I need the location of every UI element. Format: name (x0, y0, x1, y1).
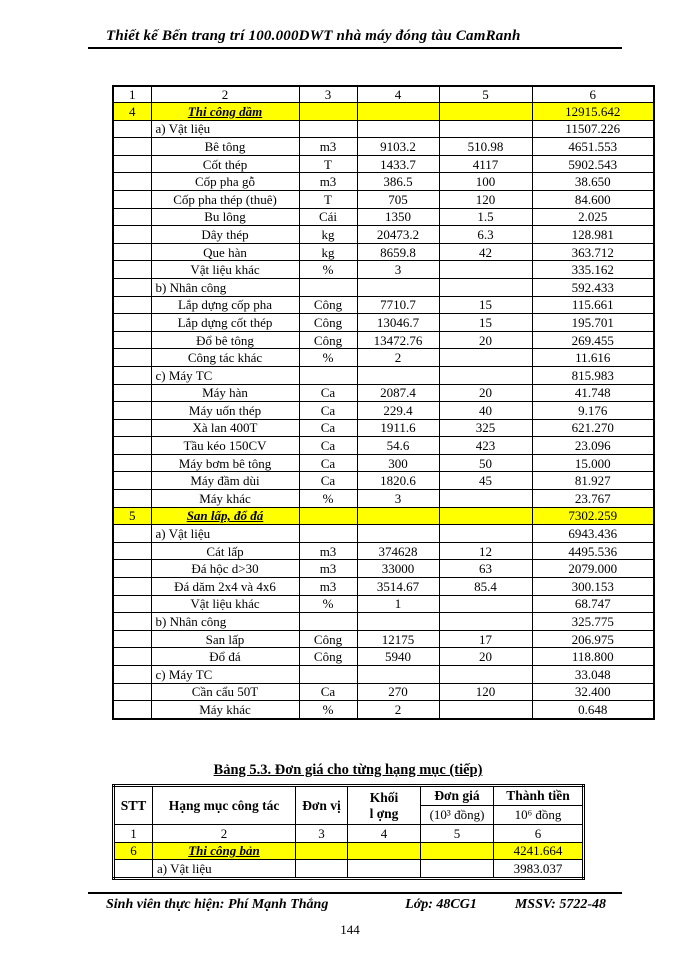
table-row (113, 366, 654, 384)
unit-price-table-header (114, 786, 584, 825)
cell-label: a) Vật liệu (151, 525, 299, 543)
cell-price: 120 (439, 190, 532, 208)
cell-total: 592.433 (532, 278, 654, 296)
cell-unit: Ca (299, 437, 357, 455)
column-number: 2 (151, 86, 299, 103)
cell-price: 42 (439, 243, 532, 261)
cell-price: 17 (439, 630, 532, 648)
col-header-total-unit: 10⁶ đồng (494, 806, 584, 825)
cell-total: 68.747 (532, 595, 654, 613)
cell-price: 40 (439, 402, 532, 420)
cell-unit: Công (299, 648, 357, 666)
cell-stt (113, 490, 151, 508)
cell-qty: 374628 (357, 542, 439, 560)
cell-label: Lắp dựng cốp pha (151, 296, 299, 314)
cell-total: 118.800 (532, 648, 654, 666)
cell-unit: Công (299, 331, 357, 349)
cell-price (439, 278, 532, 296)
cell-stt (113, 683, 151, 701)
cell-unit: Cái (299, 208, 357, 226)
cost-table-body (113, 86, 654, 719)
cell-qty: 12175 (357, 630, 439, 648)
cell-label: Đổ đá (151, 648, 299, 666)
col-header-price: Đơn giá (421, 786, 494, 806)
cell-unit: m3 (299, 560, 357, 578)
cell-total: 4241.664 (494, 842, 584, 860)
cell-qty: 270 (357, 683, 439, 701)
cell-qty (357, 613, 439, 631)
cell-label: Thi công dầm (151, 103, 299, 121)
table-row (113, 173, 654, 191)
cell-total: 195.701 (532, 314, 654, 332)
cell-label: Cốp pha gỗ (151, 173, 299, 191)
table-row (113, 384, 654, 402)
column-number: 3 (296, 825, 348, 843)
cell-unit: Công (299, 314, 357, 332)
cell-qty: 386.5 (357, 173, 439, 191)
table-row (113, 648, 654, 666)
table-row (113, 155, 654, 173)
cell-unit: % (299, 349, 357, 367)
cell-stt (113, 155, 151, 173)
cell-price: 20 (439, 384, 532, 402)
cell-price: 50 (439, 454, 532, 472)
column-number: 4 (357, 86, 439, 103)
cell-price (439, 701, 532, 719)
cell-stt (113, 243, 151, 261)
cell-total: 128.981 (532, 226, 654, 244)
cell-qty: 8659.8 (357, 243, 439, 261)
cell-qty: 3514.67 (357, 578, 439, 596)
cell-label: San lấp, đổ đá (151, 507, 299, 525)
table-row (113, 595, 654, 613)
cell-total: 325.775 (532, 613, 654, 631)
footer-mssv: MSSV: 5722-48 (514, 897, 606, 912)
table-row (113, 507, 654, 525)
cell-stt (113, 595, 151, 613)
cell-unit (299, 366, 357, 384)
cell-total: 9.176 (532, 402, 654, 420)
cell-unit: T (299, 155, 357, 173)
cell-label: Đá dăm 2x4 và 4x6 (151, 578, 299, 596)
col-header-stt: STT (114, 786, 153, 825)
cell-label: Máy hàn (151, 384, 299, 402)
cell-unit: T (299, 190, 357, 208)
cell-total: 81.927 (532, 472, 654, 490)
table-row (114, 842, 584, 860)
cell-total: 12915.642 (532, 103, 654, 121)
cell-price: 15 (439, 296, 532, 314)
cell-price: 1.5 (439, 208, 532, 226)
cell-label: Đá hộc d>30 (151, 560, 299, 578)
col-header-total: Thành tiền (494, 786, 584, 806)
cell-unit: m3 (299, 578, 357, 596)
table-row (113, 542, 654, 560)
cell-price (439, 490, 532, 508)
column-number: 5 (439, 86, 532, 103)
cell-stt (113, 437, 151, 455)
cell-qty: 5940 (357, 648, 439, 666)
cell-price (439, 120, 532, 138)
table-row (113, 525, 654, 543)
cell-price (439, 349, 532, 367)
table2-title: Bảng 5.3. Đơn giá cho từng hạng mục (tiếp) (213, 762, 483, 778)
cell-qty: 9103.2 (357, 138, 439, 156)
cell-qty: 13472.76 (357, 331, 439, 349)
cell-label: c) Máy TC (151, 366, 299, 384)
cell-total: 41.748 (532, 384, 654, 402)
cell-stt (113, 314, 151, 332)
cell-stt (113, 454, 151, 472)
cost-table-continuation (112, 85, 655, 720)
cell-total: 23.767 (532, 490, 654, 508)
footer-student: Sinh viên thực hiện: Phí Mạnh Thắng (106, 897, 329, 912)
cell-stt: 5 (113, 507, 151, 525)
qty-header-line2: l ợng (369, 805, 399, 821)
cell-unit: Ca (299, 683, 357, 701)
table-row (113, 226, 654, 244)
cell-stt (113, 278, 151, 296)
cell-unit: kg (299, 243, 357, 261)
cell-label: Cần cẩu 50T (151, 683, 299, 701)
cell-stt (114, 860, 153, 879)
table-row (113, 701, 654, 719)
column-number: 6 (494, 825, 584, 843)
cell-total: 300.153 (532, 578, 654, 596)
cell-stt (113, 173, 151, 191)
cell-total: 38.650 (532, 173, 654, 191)
cell-unit: Công (299, 296, 357, 314)
cell-label: San lấp (151, 630, 299, 648)
cell-price (439, 666, 532, 684)
unit-price-table (112, 784, 585, 880)
cell-label: Máy khác (151, 701, 299, 719)
cell-stt (113, 666, 151, 684)
table-row (113, 683, 654, 701)
cell-qty: 1350 (357, 208, 439, 226)
cell-unit (299, 525, 357, 543)
cell-stt (113, 331, 151, 349)
column-number: 3 (299, 86, 357, 103)
cell-stt (113, 120, 151, 138)
table-row (113, 331, 654, 349)
cell-total: 3983.037 (494, 860, 584, 879)
cell-total: 335.162 (532, 261, 654, 279)
cell-total: 6943.436 (532, 525, 654, 543)
cell-unit: m3 (299, 173, 357, 191)
cell-stt (113, 190, 151, 208)
cell-stt (113, 472, 151, 490)
column-number: 4 (348, 825, 421, 843)
cell-stt (113, 613, 151, 631)
cell-price (421, 860, 494, 879)
table-row (113, 296, 654, 314)
cell-qty: 1911.6 (357, 419, 439, 437)
cell-qty: 229.4 (357, 402, 439, 420)
table-row (113, 472, 654, 490)
cell-price: 423 (439, 437, 532, 455)
cell-qty: 33000 (357, 560, 439, 578)
cell-qty: 7710.7 (357, 296, 439, 314)
cell-total: 15.000 (532, 454, 654, 472)
cell-label: Máy khác (151, 490, 299, 508)
cell-label: Dây thép (151, 226, 299, 244)
cell-qty (357, 120, 439, 138)
cell-total: 2079.000 (532, 560, 654, 578)
cell-label: Cốp pha thép (thuê) (151, 190, 299, 208)
doc-footer (88, 892, 622, 913)
cell-stt (113, 560, 151, 578)
cell-price (439, 261, 532, 279)
table-row (113, 560, 654, 578)
table-row (113, 402, 654, 420)
cell-qty: 3 (357, 490, 439, 508)
table-row (113, 349, 654, 367)
unit-price-table-body (114, 825, 584, 879)
cell-price: 325 (439, 419, 532, 437)
cell-qty: 1433.7 (357, 155, 439, 173)
cell-stt: 6 (114, 842, 153, 860)
cell-label: Máy bơm bê tông (151, 454, 299, 472)
column-number: 2 (153, 825, 296, 843)
cell-label: Máy uốn thép (151, 402, 299, 420)
cell-price: 4117 (439, 155, 532, 173)
cell-stt (113, 648, 151, 666)
cell-label: a) Vật liệu (153, 860, 296, 879)
cell-total: 621.270 (532, 419, 654, 437)
cell-label: Lắp dựng cốt thép (151, 314, 299, 332)
cell-price (439, 525, 532, 543)
cell-price: 45 (439, 472, 532, 490)
table-row (113, 630, 654, 648)
cell-total: 2.025 (532, 208, 654, 226)
cell-qty (357, 507, 439, 525)
cell-unit: % (299, 261, 357, 279)
table-row (113, 243, 654, 261)
cell-total: 4651.553 (532, 138, 654, 156)
cell-unit (299, 507, 357, 525)
cell-label: Công tác khác (151, 349, 299, 367)
cell-qty (357, 525, 439, 543)
cell-qty: 1 (357, 595, 439, 613)
cell-unit (299, 120, 357, 138)
column-numbers-row (113, 86, 654, 103)
cell-stt (113, 208, 151, 226)
cell-label: Cát lấp (151, 542, 299, 560)
cell-qty: 13046.7 (357, 314, 439, 332)
cell-qty (357, 103, 439, 121)
page-number: 144 (340, 922, 360, 937)
cell-unit (299, 278, 357, 296)
cell-label: Thi công bản (153, 842, 296, 860)
cell-unit (296, 860, 348, 879)
cell-label: Xà lan 400T (151, 419, 299, 437)
cell-label: Cốt thép (151, 155, 299, 173)
cell-price: 12 (439, 542, 532, 560)
cell-total: 206.975 (532, 630, 654, 648)
table-row (113, 120, 654, 138)
cell-price: 63 (439, 560, 532, 578)
cell-unit: Ca (299, 454, 357, 472)
cell-unit: m3 (299, 138, 357, 156)
cell-total: 11507.226 (532, 120, 654, 138)
table-row (113, 261, 654, 279)
cell-label: c) Máy TC (151, 666, 299, 684)
cell-label: Máy đầm dùi (151, 472, 299, 490)
cell-total: 0.648 (532, 701, 654, 719)
cell-total: 269.455 (532, 331, 654, 349)
cell-stt (113, 701, 151, 719)
cell-unit: Công (299, 630, 357, 648)
table-row (113, 578, 654, 596)
cell-qty: 3 (357, 261, 439, 279)
cell-label: Bê tông (151, 138, 299, 156)
cell-stt (113, 296, 151, 314)
column-number: 1 (114, 825, 153, 843)
cell-unit: Ca (299, 402, 357, 420)
cell-unit (299, 666, 357, 684)
table-row (113, 278, 654, 296)
cell-qty (357, 666, 439, 684)
cell-total: 363.712 (532, 243, 654, 261)
cell-label: b) Nhân công (151, 278, 299, 296)
table-row (114, 860, 584, 879)
header-row-1 (114, 786, 584, 806)
cell-price (439, 366, 532, 384)
cell-label: Tầu kéo 150CV (151, 437, 299, 455)
doc-header (88, 28, 622, 49)
cell-unit: Ca (299, 384, 357, 402)
cell-stt (113, 402, 151, 420)
cell-unit: % (299, 490, 357, 508)
cell-unit: Ca (299, 472, 357, 490)
cell-label: Đổ bê tông (151, 331, 299, 349)
cell-stt (113, 261, 151, 279)
cell-total: 115.661 (532, 296, 654, 314)
cell-unit: kg (299, 226, 357, 244)
cell-price: 510.98 (439, 138, 532, 156)
cell-total: 11.616 (532, 349, 654, 367)
cell-price (421, 842, 494, 860)
cell-qty (357, 366, 439, 384)
cell-stt (113, 630, 151, 648)
table-row (113, 138, 654, 156)
cell-price: 100 (439, 173, 532, 191)
cell-label: Vật liệu khác (151, 261, 299, 279)
cell-qty (348, 860, 421, 879)
cell-price (439, 613, 532, 631)
cell-qty (357, 278, 439, 296)
cell-total: 5902.543 (532, 155, 654, 173)
cell-qty: 705 (357, 190, 439, 208)
cell-unit: % (299, 701, 357, 719)
table-row (113, 103, 654, 121)
cell-total: 7302.259 (532, 507, 654, 525)
cell-total: 4495.536 (532, 542, 654, 560)
cell-qty: 2 (357, 349, 439, 367)
cell-stt (113, 542, 151, 560)
cell-stt (113, 419, 151, 437)
table-row (113, 314, 654, 332)
cell-price (439, 507, 532, 525)
cell-label: Vật liệu khác (151, 595, 299, 613)
column-number: 6 (532, 86, 654, 103)
table-row (113, 419, 654, 437)
cell-stt (113, 349, 151, 367)
column-number: 1 (113, 86, 151, 103)
col-header-price-unit: (10³ đồng) (421, 806, 494, 825)
qty-header-line1: Khối (369, 789, 399, 805)
cell-qty (348, 842, 421, 860)
table-row (113, 666, 654, 684)
cell-price: 120 (439, 683, 532, 701)
cell-total: 23.096 (532, 437, 654, 455)
cell-label: Bu lông (151, 208, 299, 226)
column-numbers-row (114, 825, 584, 843)
cell-qty: 20473.2 (357, 226, 439, 244)
cell-stt (113, 525, 151, 543)
table-row (113, 190, 654, 208)
doc-header-title: Thiết kế Bến trang trí 100.000DWT nhà máy đóng tàu CamRanh (106, 28, 521, 44)
cell-unit (296, 842, 348, 860)
cell-qty: 2087.4 (357, 384, 439, 402)
cell-qty: 2 (357, 701, 439, 719)
cell-label: b) Nhân công (151, 613, 299, 631)
cell-price: 85.4 (439, 578, 532, 596)
cell-stt (113, 226, 151, 244)
cell-price: 20 (439, 648, 532, 666)
table-row (113, 208, 654, 226)
cell-unit (299, 613, 357, 631)
cell-total: 32.400 (532, 683, 654, 701)
cell-stt (113, 366, 151, 384)
cell-stt (113, 138, 151, 156)
cell-stt (113, 384, 151, 402)
cell-price: 20 (439, 331, 532, 349)
cell-unit: % (299, 595, 357, 613)
col-header-qty (348, 786, 421, 825)
cell-price: 15 (439, 314, 532, 332)
cell-price (439, 595, 532, 613)
table-row (113, 454, 654, 472)
cell-qty: 300 (357, 454, 439, 472)
footer-class: Lớp: 48CG1 (405, 897, 477, 912)
col-header-task: Hạng mục công tác (153, 786, 296, 825)
cell-total: 84.600 (532, 190, 654, 208)
table-row (113, 613, 654, 631)
column-number: 5 (421, 825, 494, 843)
cell-price (439, 103, 532, 121)
cell-qty: 54.6 (357, 437, 439, 455)
cell-price: 6.3 (439, 226, 532, 244)
cell-total: 33.048 (532, 666, 654, 684)
cell-label: Que hàn (151, 243, 299, 261)
cell-qty: 1820.6 (357, 472, 439, 490)
cell-unit (299, 103, 357, 121)
table-row (113, 490, 654, 508)
cell-stt: 4 (113, 103, 151, 121)
cell-label: a) Vật liệu (151, 120, 299, 138)
cell-total: 815.983 (532, 366, 654, 384)
table-row (113, 437, 654, 455)
cell-stt (113, 578, 151, 596)
cell-unit: Ca (299, 419, 357, 437)
col-header-unit: Đơn vị (296, 786, 348, 825)
cell-unit: m3 (299, 542, 357, 560)
